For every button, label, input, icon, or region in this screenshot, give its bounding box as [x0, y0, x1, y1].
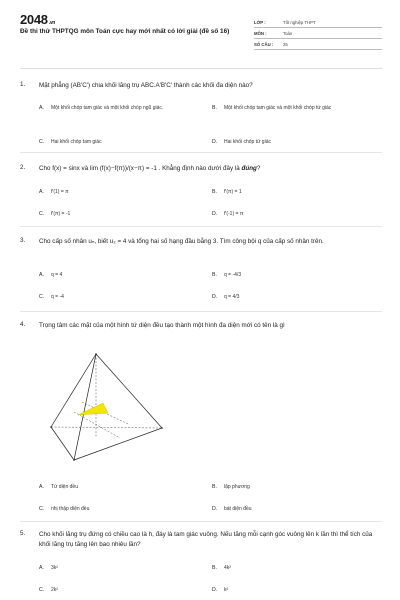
question-text: Cho khối lăng trụ đứng có chiều cao là h, đáy là tam giác vuông. Nếu tăng mỗi cạnh góc vuông lên k lần thì thể tích của khối lăng trụ tăng lên bao nhiêu lần?: [39, 531, 373, 548]
highlighted-face: [78, 403, 108, 415]
vertex-point: [73, 459, 75, 461]
edge-line: [74, 428, 162, 460]
question-number: 2.: [20, 164, 26, 171]
edge-line: [96, 354, 162, 428]
edge-line: [51, 427, 74, 460]
question-text: Trọng tâm các mặt của một hình tứ diện đều tạo thành một hình đa diện mới có tên là gì: [39, 322, 285, 329]
hidden-edge-line: [74, 412, 120, 438]
question-divider: [20, 226, 382, 227]
tetrahedron-figure: [48, 352, 168, 462]
question-number: 4.: [20, 321, 26, 328]
exam-meta: [254, 17, 382, 50]
question-text: Cho cấp số nhân uₙ, biết u₂ = 4 và tổng hai số hạng đầu bằng 3. Tìm công bội q của cấp số nhân trên.: [39, 238, 324, 245]
meta-subject-row: MÔN : Toán: [254, 28, 382, 39]
vertex-point: [161, 427, 163, 429]
edge-line: [51, 354, 96, 427]
question-number: 5.: [20, 530, 26, 537]
meta-class-row: LỚP : Tốt nghiệp THPT: [254, 17, 382, 28]
question-divider: [20, 521, 382, 522]
vertex-point: [50, 426, 52, 428]
vertex-point: [95, 353, 97, 355]
question-number: 1.: [20, 81, 26, 88]
question-number: 3.: [20, 237, 26, 244]
meta-count-row: SỐ CÂU : 25: [254, 39, 382, 50]
question-divider: [20, 311, 382, 312]
site-logo[interactable]: 2048.vn: [20, 12, 56, 27]
question-divider: [20, 152, 382, 153]
hidden-edge-line: [51, 427, 162, 428]
question-text: Mặt phẳng (AB'C') chia khối lăng trụ ABC.A'B'C' thành các khối đa diện nào?: [39, 82, 253, 89]
document-title: Đề thi thử THPTQG môn Toán cực hay mới nhất có lời giải (đề số 16): [20, 28, 230, 35]
page-header: [0, 0, 400, 62]
header-divider: [20, 68, 382, 69]
question-text: Cho f(x) = sinx và lim (f(x)−f(π))/(x−π) = -1 . Khẳng định nào dưới đây là đúng?: [39, 165, 261, 172]
